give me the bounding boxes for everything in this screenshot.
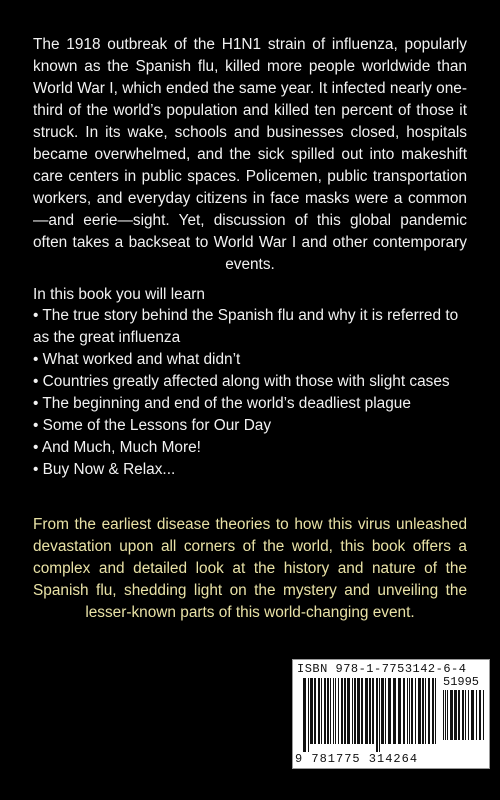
learn-item: • Some of the Lessons for Our Day	[33, 417, 272, 434]
blurb-paragraph: The 1918 outbreak of the H1N1 strain of influenza, popularly known as the Spanish flu, killed more people worldwide than World War I, which ended the same year. It infected nearly one-third of the world’s population and killed ten percent of those it struck. In its wake, schools and businesses closed, hospitals became overwhelmed, and the sick spilled out into makeshift care centers in public spaces. Policemen, public transportation workers, and everyday citizens in face masks were a common—and eerie—sight. Yet, discussion of this global pandemic often takes a backseat to World War I and other contemporary events.	[33, 36, 467, 273]
barcode-bar	[372, 678, 374, 744]
barcode-bar	[479, 690, 481, 740]
barcode-bar	[347, 678, 350, 744]
barcode-bar	[471, 690, 474, 740]
barcode-bar	[388, 678, 391, 744]
barcode-bar	[324, 678, 326, 744]
barcode-bar	[462, 690, 464, 740]
barcode-bar	[303, 678, 306, 752]
price-barcode-bars	[443, 690, 485, 748]
barcode-bar	[447, 690, 448, 740]
barcode-bar	[365, 678, 368, 744]
price-code: 51995	[443, 675, 480, 689]
barcode-bar	[465, 690, 466, 740]
barcode-bar	[352, 678, 353, 744]
barcode-bar	[428, 678, 430, 744]
barcode-bar	[318, 678, 320, 744]
barcode-bar	[454, 690, 457, 740]
barcode-bar	[381, 678, 384, 744]
barcode-bar	[330, 678, 331, 744]
barcode-bar	[411, 678, 413, 744]
barcode-bar	[354, 678, 356, 744]
isbn-label: ISBN 978-1-7753142-6-4	[297, 662, 467, 676]
barcode-bar	[333, 678, 334, 744]
barcode-bar	[450, 690, 453, 740]
barcode-bar	[376, 678, 378, 752]
barcode-bar	[379, 678, 380, 752]
barcode-bar	[432, 678, 434, 744]
barcode-bar	[483, 690, 484, 740]
closing-paragraph: From the earliest disease theories to how this virus unleashed devastation upon all corners of the world, this book offers a complex and detailed look at the history and nature of the Spanish flu, shedding light on the mystery and unveiling the lesser-known parts of this world-changing event.	[33, 516, 467, 621]
learn-list	[33, 305, 473, 481]
barcode-bar	[335, 678, 336, 744]
learn-item: • Buy Now & Relax...	[33, 461, 176, 478]
isbn-barcode	[292, 659, 490, 769]
barcode-bar	[398, 678, 401, 744]
barcode-bar	[403, 678, 405, 744]
learn-item: • And Much, Much More!	[33, 439, 201, 456]
ean-digits: 9 781775 314264	[295, 752, 419, 766]
barcode-bar	[393, 678, 396, 744]
barcode-bar	[385, 678, 386, 744]
barcode-bar	[357, 678, 360, 744]
barcode-bar	[422, 678, 424, 744]
barcode-bar	[361, 678, 363, 744]
barcode-bar	[458, 690, 460, 740]
barcode-bar	[476, 690, 477, 740]
learn-item: • The true story behind the Spanish flu and why it is referred to as the great influenza	[33, 307, 459, 346]
barcode-bar	[415, 678, 416, 744]
barcode-bar	[407, 678, 408, 744]
learn-item: • The beginning and end of the world’s deadliest plague	[33, 395, 411, 412]
ean-barcode-bars	[303, 678, 437, 752]
learn-item: • Countries greatly affected along with those with slight cases	[33, 373, 450, 390]
barcode-bar	[308, 678, 309, 752]
barcode-bar	[409, 678, 410, 744]
barcode-bar	[443, 690, 444, 740]
barcode-bar	[338, 678, 339, 744]
barcode-bar	[327, 678, 329, 744]
barcode-bar	[344, 678, 346, 744]
learn-heading: In this book you will learn	[33, 286, 205, 303]
barcode-bar	[321, 678, 322, 744]
barcode-bar	[435, 678, 436, 744]
barcode-bar	[445, 690, 446, 740]
barcode-bar	[425, 678, 426, 744]
barcode-bar	[468, 690, 469, 740]
barcode-bar	[369, 678, 371, 744]
barcode-bar	[314, 678, 316, 744]
barcode-bar	[341, 678, 343, 744]
barcode-bar	[310, 678, 313, 744]
barcode-bar	[418, 678, 421, 744]
learn-item: • What worked and what didn’t	[33, 351, 241, 368]
